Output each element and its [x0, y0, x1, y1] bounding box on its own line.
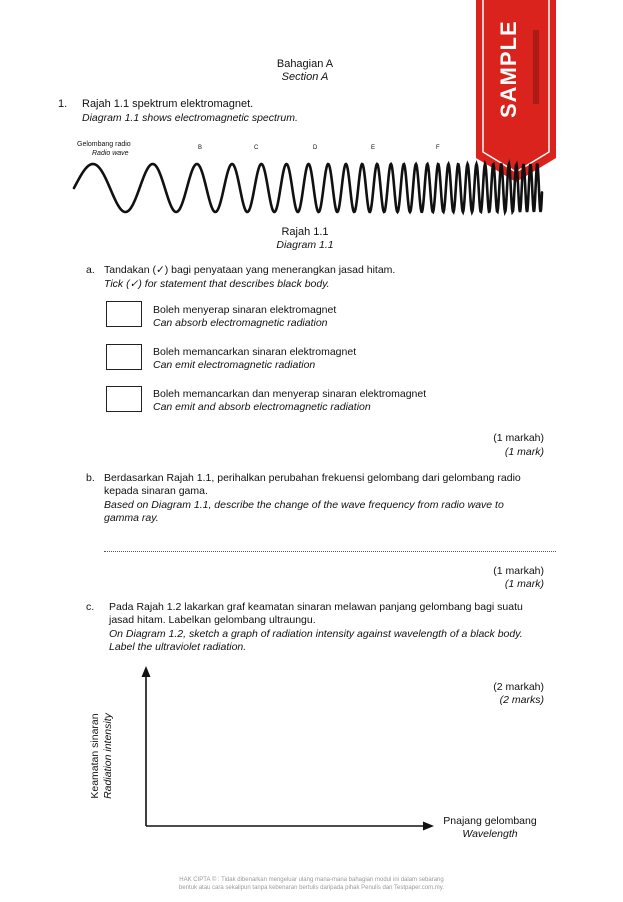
option-3-checkbox[interactable]: [106, 386, 142, 412]
part-b-marks-en: (1 mark): [504, 578, 544, 590]
part-b-text-line2: kepada sinaran gama.: [104, 485, 208, 497]
copyright-line1: HAK CIPTA © : Tidak dibenarkan mengeluar ulang mana-mana bahagian modul ini dalam sebarang: [179, 877, 444, 883]
option-2-text: Boleh memancarkan sinaran elektromagnet: [153, 346, 357, 358]
x-axis-label-en: Wavelength: [462, 828, 518, 840]
diagram1-caption: Rajah 1.1: [281, 226, 329, 238]
option-3-text: Boleh memancarkan dan menyerap sinaran elektromagnet: [153, 388, 427, 400]
part-c-text-line1: Pada Rajah 1.2 lakarkan graf keamatan sinaran melawan panjang gelombang bagi suatu: [109, 601, 523, 613]
part-b-text-en-line1: Based on Diagram 1.1, describe the change of the wave frequency from radio wave to: [104, 499, 504, 511]
y-axis-label: Keamatan sinaran: [89, 713, 101, 799]
option-1-checkbox[interactable]: [106, 301, 142, 327]
part-a-letter: a.: [86, 264, 95, 276]
option-1-text-en: Can absorb electromagnetic radiation: [153, 317, 328, 329]
y-axis-label-group: [89, 701, 117, 811]
label-b: B: [198, 145, 203, 151]
option-3-text-en: Can emit and absorb electromagnetic radiation: [153, 401, 371, 413]
option-2-checkbox[interactable]: [106, 344, 142, 370]
copyright-footer: [100, 876, 523, 892]
label-c: C: [254, 145, 259, 151]
y-axis-label-en: Radiation intensity: [102, 713, 114, 799]
part-b-text-en-line2: gamma ray.: [104, 512, 159, 524]
part-a-text-en: Tick (✓) for statement that describes black body.: [104, 278, 330, 290]
graph-axes[interactable]: [130, 660, 440, 835]
part-c-text-en-line2: Label the ultraviolet radiation.: [109, 641, 247, 653]
section-title: Bahagian A: [276, 58, 334, 70]
spectrum-wave: [60, 150, 550, 225]
part-b-answer-line[interactable]: [104, 551, 556, 552]
label-f: F: [436, 145, 440, 151]
part-c-text-line2: jasad hitam. Labelkan gelombang ultraungu.: [109, 614, 316, 626]
part-a-marks: (1 markah): [493, 432, 544, 444]
label-e: E: [371, 145, 376, 151]
question-intro: Rajah 1.1 spektrum elektromagnet.: [82, 98, 254, 110]
question-intro-en: Diagram 1.1 shows electromagnetic spectrum.: [82, 112, 298, 124]
copyright-line2: bentuk atau cara sekalipun tanpa kebenaran bertulis daripada pihak Penulis dan Testpaper.com.my.: [179, 885, 444, 891]
part-a-text: Tandakan (✓) bagi penyataan yang menerangkan jasad hitam.: [104, 264, 396, 276]
part-b-letter: b.: [86, 472, 95, 484]
part-c-marks: (2 markah): [493, 681, 544, 693]
option-1-text: Boleh menyerap sinaran elektromagnet: [153, 304, 337, 316]
part-c-letter: c.: [86, 601, 95, 613]
part-c-text-en-line1: On Diagram 1.2, sketch a graph of radiation intensity against wavelength of a black body.: [109, 628, 523, 640]
part-a-marks-en: (1 mark): [504, 446, 544, 458]
label-radio-wave-en: Radio wave: [92, 150, 129, 157]
part-b-text-line1: Berdasarkan Rajah 1.1, perihalkan perubahan frekuensi gelombang dari gelombang radio: [104, 472, 521, 484]
ribbon-text: SAMPLE: [496, 20, 521, 118]
part-c-marks-en: (2 marks): [499, 694, 544, 706]
label-d: D: [313, 145, 318, 151]
option-2-text-en: Can emit electromagnetic radiation: [153, 359, 316, 371]
x-axis-label: Pnajang gelombang: [443, 815, 537, 827]
label-radio-wave: Gelombang radio: [77, 141, 131, 148]
diagram1-caption-en: Diagram 1.1: [276, 239, 334, 251]
part-b-marks: (1 markah): [493, 565, 544, 577]
section-title-en: Section A: [281, 71, 329, 83]
question-number: 1.: [58, 98, 68, 110]
